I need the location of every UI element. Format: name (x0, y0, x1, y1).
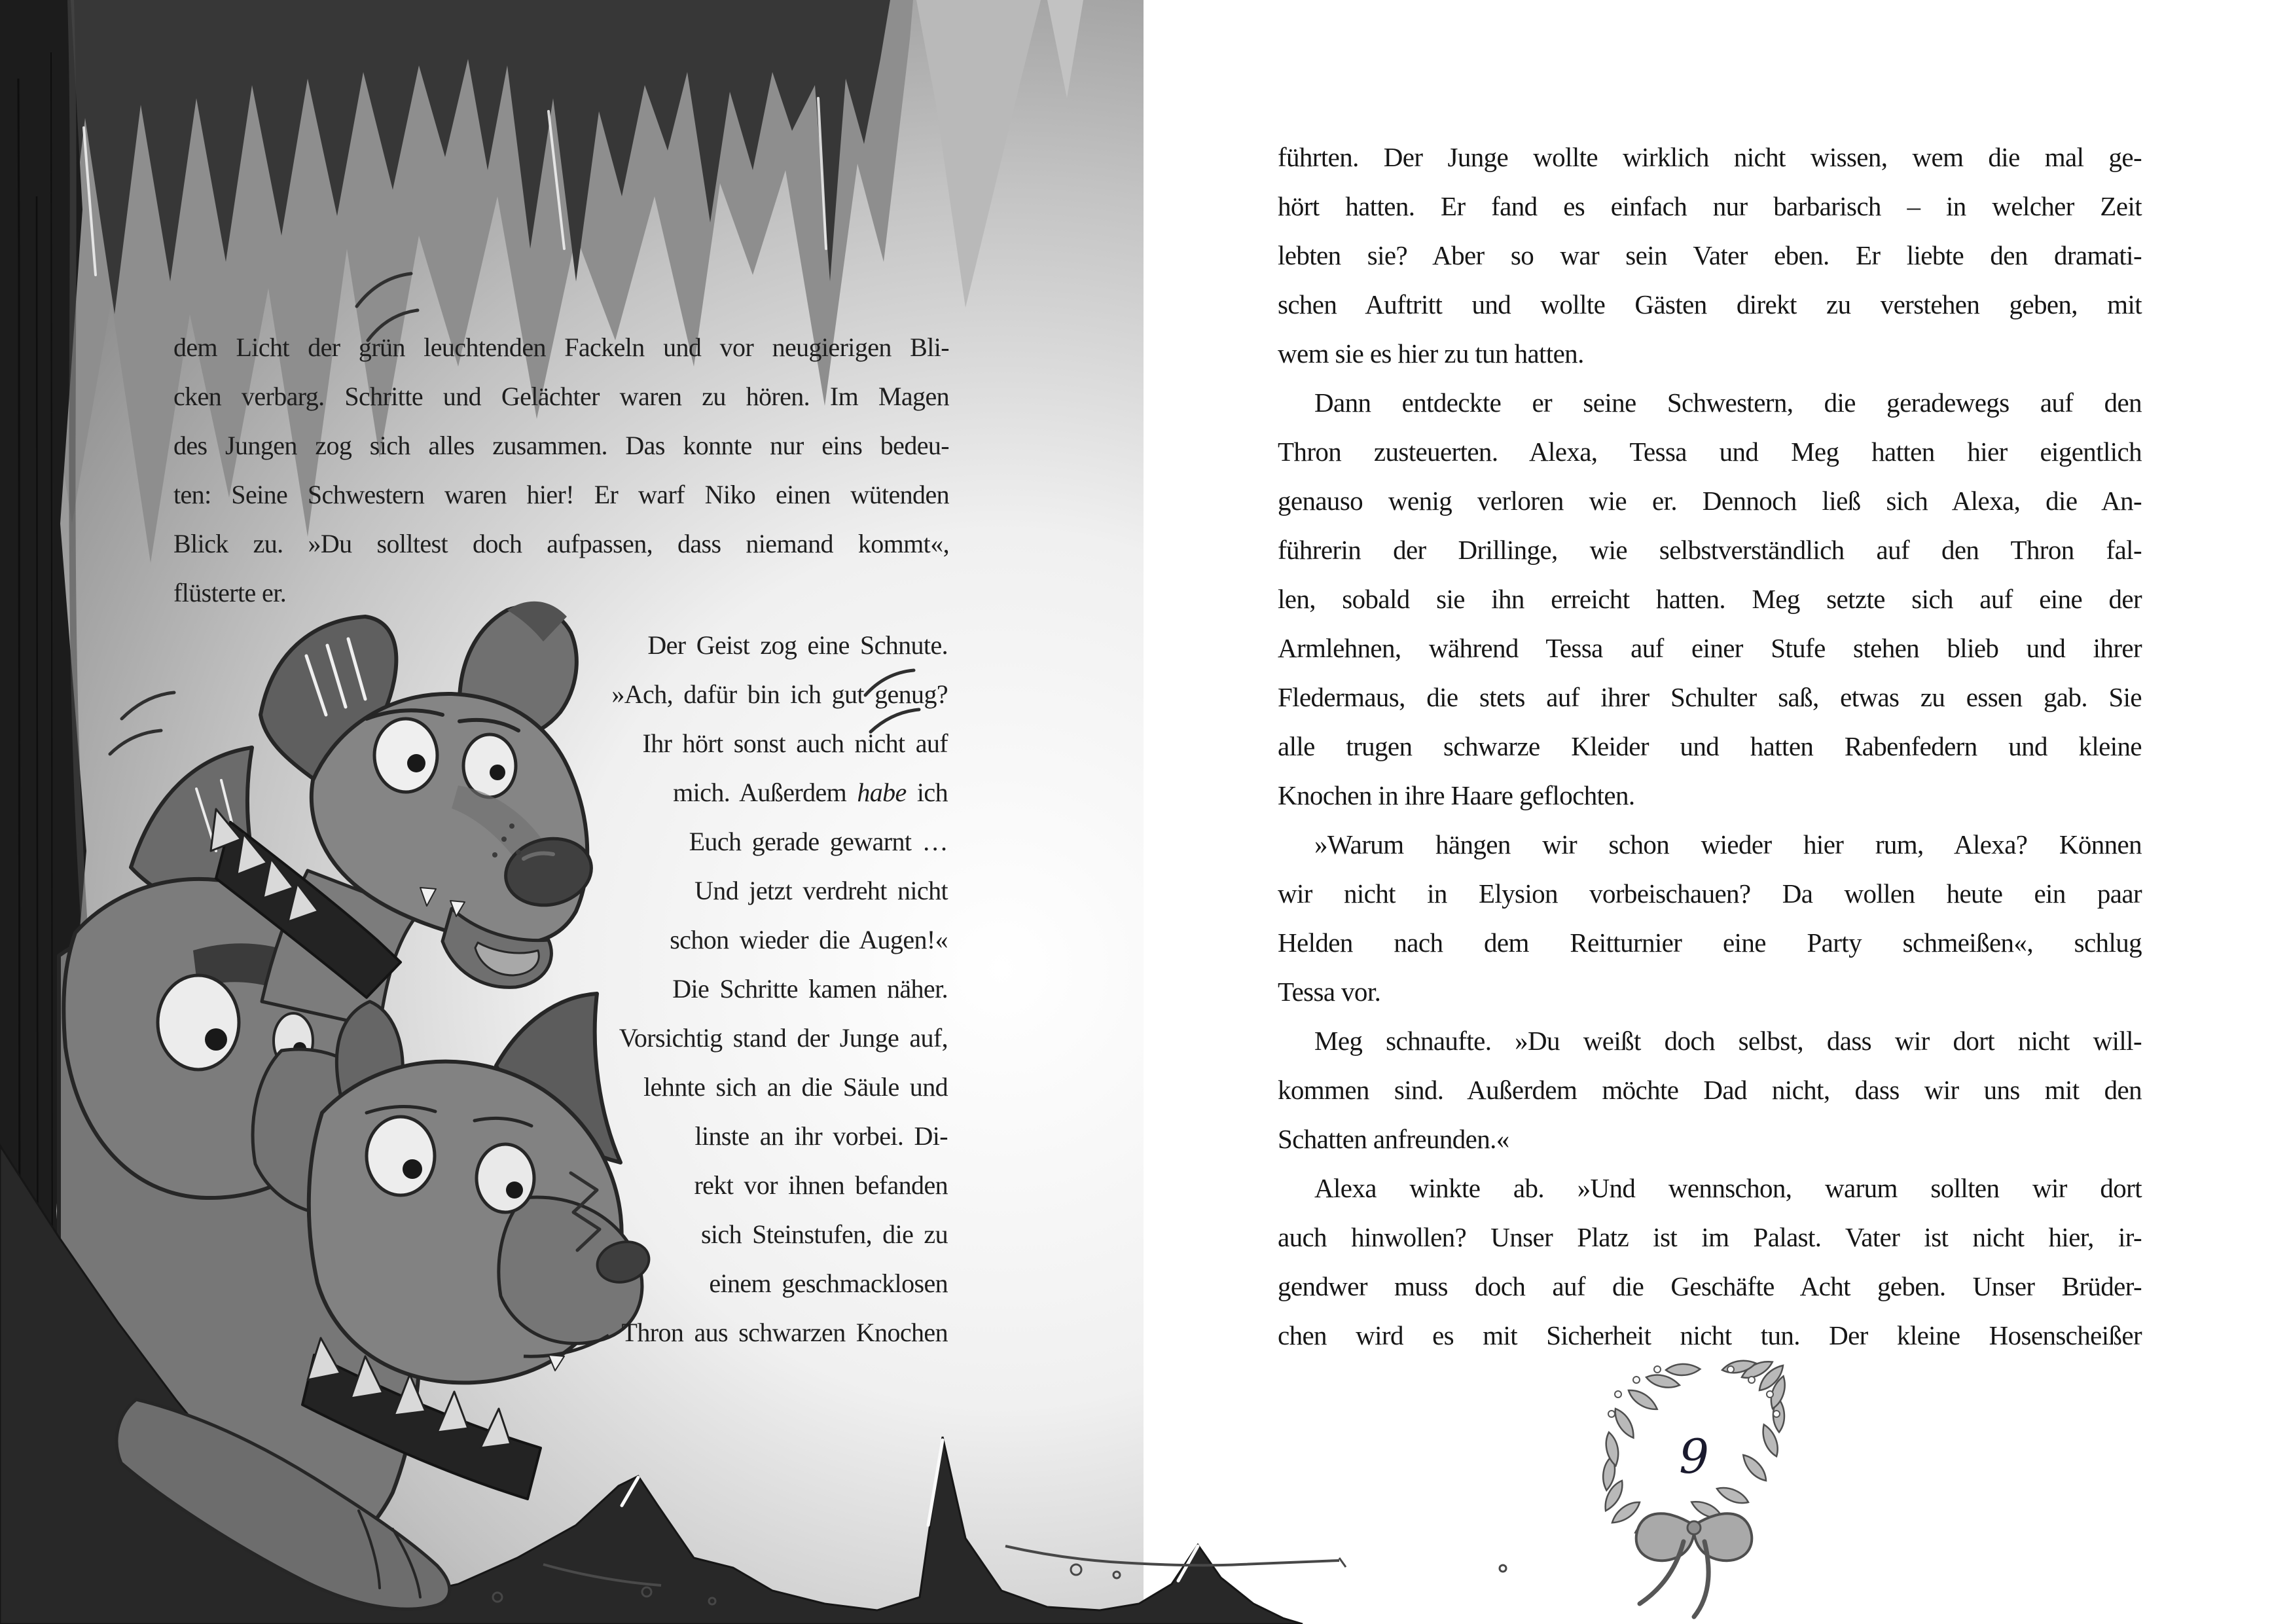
left-page-dialog (370, 621, 948, 1357)
text-line: Blick zu. »Du solltest doch aufpassen, dass niemand kommt«, (173, 529, 949, 558)
left-page-paragraph (173, 323, 949, 617)
text-line: Thron aus schwarzen Knochen (621, 1318, 948, 1347)
text-line: Euch gerade gewarnt … (689, 827, 948, 856)
text-line: »Warum hängen wir schon wieder hier rum, Alexa? Können (1314, 829, 2142, 859)
text-line: cken verbarg. Schritte und Gelächter waren zu hören. Im Magen (173, 382, 949, 411)
page-number: 9 (1679, 1429, 1709, 1484)
text-line: Thron zusteuerten. Alexa, Tessa und Meg hatten hier eigentlich (1278, 437, 2142, 467)
text-line: Knochen in ihre Haare geflochten. (1278, 780, 1635, 810)
text-line: Und jetzt verdreht nicht (694, 876, 948, 905)
text-line: wem sie es hier zu tun hatten. (1278, 338, 1584, 369)
text-line: Schatten anfreunden.« (1278, 1124, 1509, 1154)
text-line: Fledermaus, die stets auf ihrer Schulter saß, etwas zu essen gab. Sie (1278, 682, 2142, 712)
text-line: führerin der Drillinge, wie selbstverständlich auf den Thron fal- (1278, 535, 2142, 565)
text-line: Alexa winkte ab. »Und wennschon, warum sollten wir dort (1314, 1173, 2142, 1203)
text-line: Helden nach dem Reitturnier eine Party schmeißen«, schlug (1278, 928, 2142, 958)
text-line: führten. Der Junge wollte wirklich nicht wissen, wem die mal ge- (1278, 142, 2142, 172)
text-line: kommen sind. Außerdem möchte Dad nicht, dass wir uns mit den (1278, 1075, 2142, 1105)
text-line (370, 768, 948, 817)
text-line: Vorsichtig stand der Junge auf, (619, 1023, 948, 1053)
text-line: schon wieder die Augen!« (670, 925, 948, 954)
text-line: Der Geist zog eine Schnute. (647, 630, 948, 660)
right-page-text (1278, 133, 2142, 1360)
text-line: einem geschmacklosen (709, 1269, 948, 1298)
text-line: sich Steinstufen, die zu (700, 1219, 948, 1249)
text-line: lehnte sich an die Säule und (643, 1072, 948, 1102)
text-line: dem Licht der grün leuchtenden Fackeln und vor neugierigen Bli- (173, 333, 949, 362)
text-line: rekt vor ihnen befanden (694, 1170, 948, 1200)
text-line: genauso wenig verloren wie er. Dennoch ließ sich Alexa, die An- (1278, 486, 2142, 516)
text-line: auch hinwollen? Unser Platz ist im Palast. Vater ist nicht hier, ir- (1278, 1222, 2142, 1252)
emphasized-word: habe (857, 778, 907, 807)
text-segment: mich. Außerdem (673, 778, 857, 807)
text-line: hört hatten. Er fand es einfach nur barbarisch – in welcher Zeit (1278, 191, 2142, 221)
text-line: schen Auftritt und wollte Gästen direkt zu verstehen geben, mit (1278, 289, 2142, 319)
text-line: lebten sie? Aber so war sein Vater eben. Er liebte den dramati- (1278, 240, 2142, 270)
text-line: len, sobald sie ihn erreicht hatten. Meg setzte sich auf eine der (1278, 584, 2142, 614)
text-line: gendwer muss doch auf die Geschäfte Acht geben. Unser Brüder- (1278, 1271, 2142, 1301)
text-line: linste an ihr vorbei. Di- (694, 1121, 948, 1151)
dog-eye (158, 975, 239, 1070)
text-line: »Ach, dafür bin ich gut genug? (611, 679, 948, 709)
text-line: Armlehnen, während Tessa auf einer Stufe stehen blieb und ihrer (1278, 633, 2142, 663)
text-line: Meg schnaufte. »Du weißt doch selbst, dass wir dort nicht will- (1314, 1026, 2142, 1056)
text-line: flüsterte er. (173, 578, 287, 607)
text-line: alle trugen schwarze Kleider und hatten Rabenfedern und kleine (1278, 731, 2142, 761)
text-line: des Jungen zog sich alles zusammen. Das konnte nur eins bedeu- (173, 431, 949, 460)
text-line: Dann entdeckte er seine Schwestern, die geradewegs auf den (1314, 388, 2142, 418)
text-line: ten: Seine Schwestern waren hier! Er warf Niko einen wütenden (173, 480, 949, 509)
text-line: wir nicht in Elysion vorbeischauen? Da wollen heute ein paar (1278, 878, 2142, 909)
text-line: Ihr hört sonst auch nicht auf (642, 729, 948, 758)
text-line: Die Schritte kamen näher. (672, 974, 948, 1003)
text-line: chen wird es mit Sicherheit nicht tun. Der kleine Hosenscheißer (1278, 1320, 2142, 1350)
text-line: Tessa vor. (1278, 977, 1381, 1007)
text-segment: ich (906, 778, 948, 807)
